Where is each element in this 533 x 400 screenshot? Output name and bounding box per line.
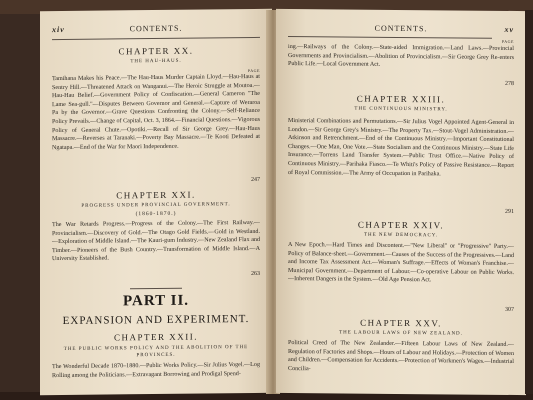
chapter-synopsis: A New Epoch.—Hard Times and Discontent.—"New Liberal" or "Progressive" Party.—Policy of Balance-sheet.—Government.—Causes of the Success of the Progressives.—Land and Income Tax Assessment Act.—Woman's Suffrage.—Effects of Woman's Franchise.—Municipal Government.—Department of Labour.—Co-operative Labour on Public Works.—Inherent Dangers in the System.—Old Age Pension Act. [288, 242, 514, 284]
chapter-synopsis: The Wonderful Decade 1870–1880.—Public Works Policy.—Sir Julius Vogel.—Log Rolling among the Politicians.—Extravagant Borrowing and Prodigal Spend- [52, 361, 260, 379]
chapter-subtitle: THE NEW DEMOCRACY. [363, 232, 439, 239]
chapter-heading: CHAPTER XX. [118, 45, 194, 57]
chapter-synopsis: Ministerial Combinations and Permutations.—Sir Julius Vogel Appointed Agent-General in London.—Sir George Grey's Ministry.—The Property Tax.—Stout-Vogel Administration.—Atkinson and Retrenchment.—End of the Continuous Ministry.—Important Constitutional Changes.—One Man, One Vote.—State Socialism and the Continuous Ministry.—State Life Insurance.—Torrens Land Transfer System.—Public Trust Office.—Native Policy of Continuous Ministry.—Parihaka Fiasco.—Te Whiti's Policy of Passive Resistance.—Report of Royal Commission.—The Army of Occupation in Parihaka. [288, 118, 514, 177]
chapter-years: (1860-1870.) [135, 210, 177, 218]
chapter-page-number: 307 [505, 306, 514, 313]
chapter-page-number: 291 [505, 208, 514, 215]
left-running-title: CONTENTS. [129, 23, 183, 34]
chapter-page-number: 263 [251, 270, 260, 278]
chapter-heading: CHAPTER XXV. [360, 317, 442, 329]
chapter-subtitle: THE LABOUR LAWS OF NEW ZEALAND. [339, 330, 463, 337]
chapter-subtitle: THE HAU-HAUS. [130, 58, 182, 65]
left-page-number: xiv [52, 24, 65, 35]
chapter-heading: CHAPTER XXI. [116, 189, 196, 201]
head-rule [52, 37, 260, 40]
chapter-heading: CHAPTER XXIV. [357, 219, 445, 231]
right-page [276, 9, 526, 395]
right-running-head [288, 23, 514, 37]
chapter-subtitle: THE PUBLIC WORKS POLICY AND THE ABOLITION OF THE PROVINCES. [63, 345, 249, 359]
chapter-page-number: 247 [251, 176, 260, 184]
chapter-page-number: 278 [505, 80, 514, 87]
left-running-head [52, 23, 260, 37]
chapter-synopsis: Tamihana Makes his Peace.—The Hau-Haus Murder Captain Lloyd.—Hau-Haus at Sentry Hill.—Threatened Attack on Wanganui.—The Heroic Struggle at Moutoa.—Hau-Hau Belief.—Government Policy of Confiscation.—General Cameron "The Lame Sea-gull."—Disputes Between Governor and General.—Capture of Weraroa Pa by the Governor.—Grave Questions Confronting the Colony.—Self-Reliance Policy Prevails.—Change of Capital, Oct. 3, 1864.—Financial Questions.—Vigorous Policy of General Chute.—Opotiki.—Recall of Sir George Grey.—Hau-Haus Massacre.—Reverses at Taranaki.—Poverty Bay Massacre.—Te Kooti Defeated at Ngatapa.—End of the War for Maori Independence. [52, 73, 260, 151]
chapter-synopsis: Political Creed of The New Zealander.—Fifteen Labour Laws of New Zealand.—Regulation of Factories and Shops.—Hours of Labour and Holidays.—Protection of Women and Children.—Compensation for Accidents.—Protection of Workmen's Wages.—Industrial Concilia- [288, 340, 514, 372]
chapter-synopsis: The War Retards Progress.—Progress of the Colony.—The First Railway.—Provincialism.—Discovery of Gold.—The Otago Gold Fields.—Gold in Westland.—Exploration of Middle Island.—The Kauri-gum Industry.—New Zealand Flax and Timber.—Pioneers of the Bush Country.—Transformation of Middle Island.—A University Established. [52, 219, 260, 263]
page-column-label: PAGE [247, 67, 260, 74]
chapter-heading: CHAPTER XXIII. [356, 93, 446, 105]
chapter-heading: CHAPTER XXII. [114, 331, 198, 343]
chapter-synopsis: ing.—Railways of the Colony.—State-aided Immigration.—Land Laws.—Provincial Governments and Provincialism.—Abolition of Provincialism.—Sir George Grey Re-enters Public Life.—Local Government Act. [288, 44, 514, 69]
table-surface-right [525, 10, 533, 394]
left-page [40, 9, 272, 395]
section-rule [130, 288, 182, 290]
page-column-label: PAGE [501, 38, 514, 44]
right-running-title: CONTENTS. [374, 23, 428, 34]
part-subtitle: EXPANSION AND EXPERIMENT. [62, 313, 250, 327]
right-page-number: xv [504, 24, 514, 34]
chapter-subtitle: PROGRESS UNDER PROVINCIAL GOVERNMENT. [81, 202, 231, 209]
part-heading: PART II. [122, 292, 190, 310]
chapter-subtitle: THE CONTINUOUS MINISTRY. [354, 106, 448, 113]
